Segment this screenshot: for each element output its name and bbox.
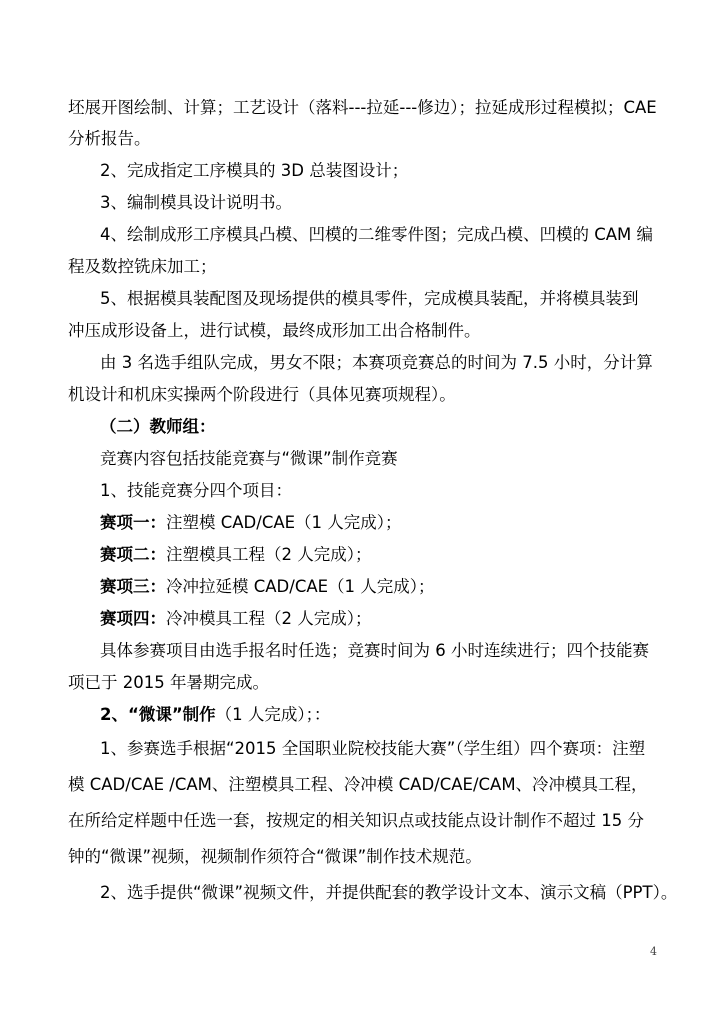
event-item	[0, 513, 721, 533]
text-line: 竞赛内容包括技能竞赛与“微课”制作竞赛	[100, 449, 398, 468]
event-text: 注塑模 CAD/CAE（1 人完成）；	[166, 513, 402, 532]
event-text: 注塑模具工程（2 人完成）；	[166, 545, 372, 564]
section-heading: （二）教师组：	[100, 417, 216, 436]
text-line: 4、绘制成形工序模具凸模、凹模的二维零件图；完成凸模、凹模的 CAM 编	[100, 225, 654, 244]
microclass-heading: 2、“微课”制作	[100, 705, 216, 724]
text-line: 3、编制模具设计说明书。	[100, 193, 292, 212]
text-line: 具体参赛项目由选手报名时任选；竞赛时间为 6 小时连续进行；四个技能赛	[100, 641, 649, 660]
text-line: 程及数控铣床加工；	[68, 257, 217, 276]
text-line: 模 CAD/CAE /CAM、注塑模具工程、冷冲模 CAD/CAE/CAM、冷冲模具工程，	[68, 775, 648, 794]
event-item	[0, 577, 721, 597]
text-line: 机设计和机床实操两个阶段进行（具体见赛项规程）。	[68, 385, 456, 404]
text-line: 坯展开图绘制、计算；工艺设计（落料---拉延---修边）；拉延成形过程模拟；CAE	[68, 98, 657, 117]
subsection-heading	[0, 705, 721, 725]
text-line: 在所给定样题中任选一套，按规定的相关知识点或技能点设计制作不超过 15 分	[68, 811, 644, 830]
text-line: 分析报告。	[68, 129, 151, 148]
page-number: 4	[650, 945, 657, 958]
text-line: 5、根据模具装配图及现场提供的模具零件，完成模具装配，并将模具装到	[100, 289, 639, 308]
text-line: 2、选手提供“微课”视频文件，并提供配套的教学设计文本、演示文稿（PPT）。	[100, 883, 678, 902]
event-item	[0, 609, 721, 629]
event-label: 赛项四：	[100, 609, 166, 628]
text-line: 钟的“微课”视频，视频制作须符合“微课”制作技术规范。	[68, 847, 482, 866]
event-item	[0, 545, 721, 565]
event-label: 赛项三：	[100, 577, 166, 596]
event-label: 赛项二：	[100, 545, 166, 564]
text-line: 1、参赛选手根据“2015 全国职业院校技能大赛”（学生组）四个赛项：注塑	[100, 739, 646, 758]
event-text: 冷冲拉延模 CAD/CAE（1 人完成）；	[166, 577, 435, 596]
text-line: 1、技能竞赛分四个项目：	[100, 481, 292, 500]
text-line: 由 3 名选手组队完成，男女不限；本赛项竞赛总的时间为 7.5 小时，分计算	[100, 353, 653, 372]
microclass-text: （1 人完成）；：	[215, 705, 331, 724]
event-label: 赛项一：	[100, 513, 166, 532]
text-line: 冲压成形设备上，进行试模，最终成形加工出合格制件。	[68, 321, 481, 340]
text-line: 项已于 2015 年暑期完成。	[68, 673, 269, 692]
event-text: 冷冲模具工程（2 人完成）；	[166, 609, 372, 628]
text-line: 2、完成指定工序模具的 3D 总装图设计；	[100, 161, 409, 180]
